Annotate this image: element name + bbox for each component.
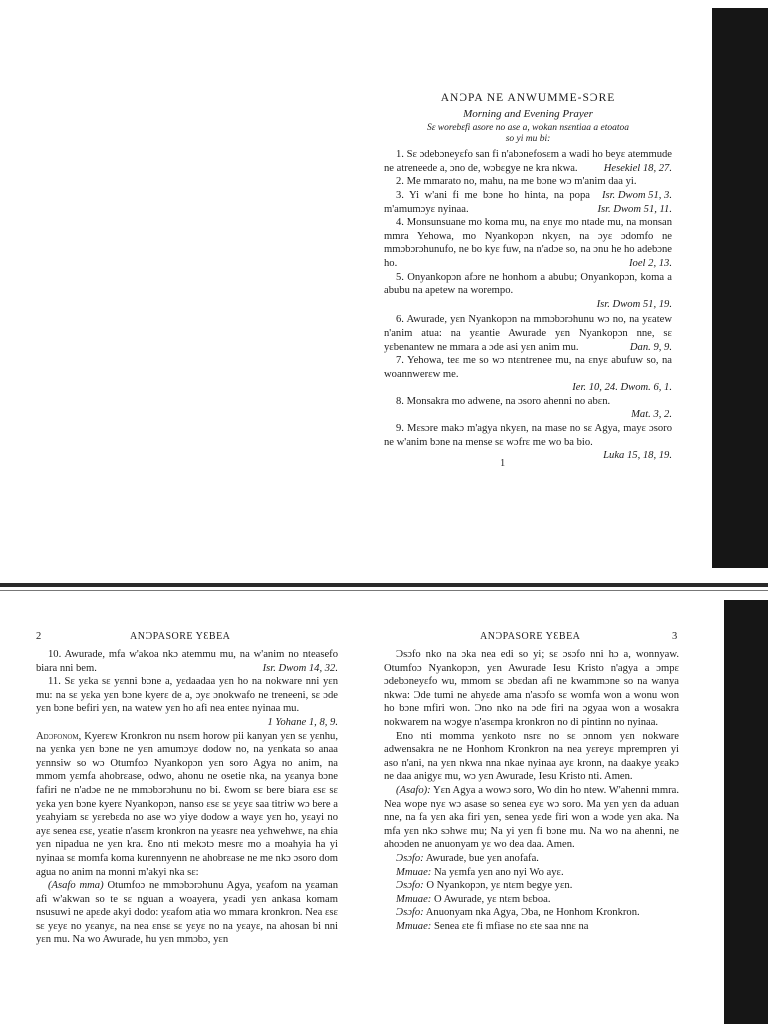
verse: 7. Yehowa, teɛ me so wɔ ntɛntrenee mu, na ɛnyɛ abufuw so, na woannwerɛw me. Ier. 10, 24. Dwom. 6, 1.	[384, 355, 672, 394]
running-head: ANƆPASORE YƐBEA	[130, 631, 231, 642]
response-line: Mmuae: Senea ɛte fi mfiase no ɛte saa nnɛ na	[396, 920, 589, 932]
scan-edge-top-right	[712, 8, 768, 568]
running-head: ANƆPASORE YƐBEA	[480, 631, 581, 642]
page-divider	[0, 583, 768, 587]
verse: 3. Yi w'ani fi me bɔne ho hinta, na popa m'amumɔyɛ nyinaa. Isr. Dwom 51, 11.	[384, 189, 672, 215]
verse: 10. Awurade, mfa w'akoa nkɔ atemmu mu, na w'anim no nteasefo biara nni bem. Isr. Dwom 14, 32.	[36, 649, 338, 674]
verse: 6. Awurade, yɛn Nyankopɔn na mmɔbɔrɔhunu wɔ no, na yɛatew n'anim atua: na yɛantie Awurade yɛn Nyankopɔn nne, sɛ yɛbenantew ne mmara a ɔde asi yɛn anim mu. Dan. 9, 9.	[384, 314, 672, 353]
response-line: Ɔsɔfo: Anuonyam nka Agya, Ɔba, ne Honhom Kronkron.	[396, 907, 640, 919]
response-line: Ɔsɔfo: O Nyankopɔn, yɛ ntɛm begye yɛn.	[396, 880, 573, 892]
verse: 8. Monsakra mo adwene, na ɔsoro ahenni no abɛn. Mat. 3, 2.	[396, 395, 672, 421]
page-title: ANƆPA NE ANWUMME-SƆRE	[440, 92, 616, 104]
page-two	[36, 648, 338, 1024]
page-number: 1	[500, 458, 506, 470]
response-line: Ɔsɔfo: Awurade, bue yɛn anofafa.	[396, 852, 539, 864]
page-one	[384, 92, 672, 471]
verse: 4. Monsunsuane mo koma mu, na ɛnyɛ mo ntade mu, na monsan mmra Yehowa, mo Nyankopɔn nkyɛn, na ɔyɛ ɔdomfo ne mmɔbɔrɔhunufo, ne bo kyɛ fuw, na n'adɔe so, na ɔnu he ho adebɔne ho. Ioel 2, 13.	[384, 217, 672, 269]
absolution-prayer: Eno nti momma yɛnkoto nsrɛ no sɛ ɔnnom yɛn nokware adwensakra ne ne Honhom Kronkron na nea yɛreyɛ mprempren yi aso n'ani, na yɛn nkwa nna nkae nyinaa ayɛ kronn, na daakye yɛakɔ ne daa anigyɛ mu, wɔ yɛn Awurade, Iesu Kristo nti. Amen.	[384, 730, 679, 783]
page-number: 3	[672, 631, 678, 642]
intro-line-2: so yi mu bi:	[505, 134, 551, 145]
page-number: 2	[36, 631, 42, 642]
verse: 1. Sɛ ɔdebɔneyɛfo san fi n'abɔnefosɛm a wadi ho beyɛ atemmude ne atreneede a, ɔno de, wɔbɛgye ne kra nkwa. Hesekiel 18, 27.	[384, 149, 672, 174]
response-line: Mmuae: Na yɛmfa yɛn ano nyi Wo ayɛ.	[396, 866, 564, 878]
verse: 5. Onyankopɔn afɔre ne honhom a abubu; Onyankopɔn, koma a abubu na apetew na worempo. Isr. Dwom 51, 19.	[384, 271, 672, 310]
lords-prayer: (Asafo): Yɛn Agya a wowɔ soro, Wo din ho ntew. W'ahenni mmra. Nea wope nyɛ wɔ asase so senea ɛyɛ wɔ soro. Ma yɛn yɛn da aduan nne, na fa yɛn aka firi yɛn, senea yɛde firi won a wɔde yɛn aka. Na mfa yɛn nkɔ sɔhwɛ mu; Na yi yɛn fi bɔne mu. Na wo na ahenni, ne ahoɔden ne anuonyam yɛ wo dea daa. Amen.	[384, 784, 679, 851]
scan-edge-bottom-right	[724, 600, 768, 1024]
exhortation: Adɔfonom, Kyerɛw Kronkron nu nsɛm horow pii kanyan yɛn sɛ yɛnhu, na yɛnka yɛn bɔne ne yɛn amumɔyɛ dodow no, na yɛnkata so anaa yɛnnsiw so wɔ Otumfoɔ Nyankopɔn yɛn soro Agya no anim, na mmom yɛmfa ahobrɛase, odwo, ahonu ne osetie nka, na yɛanya bɔne fafiri ne n'adɔe ne ne mmɔbɔrɔhunu no bi. Ɛwom sɛ bere biara ɛsɛ sɛ yɛka yɛn bɔne kyerɛ Nyankopɔn, nanso ɛsɛ sɛ yɛyɛ saa titriw wɔ bere a yɛahyiam sɛ yɛrebɛda no ase wɔ yiye dodow a wayɛ yɛn ho, yɛayi no ayɛ senea ɛsɛ, yɛatie n'asɛm kronkron na yɛasrɛ nea yɛhwehwɛ, na ɛhia yɛn nipadua ne yɛn kra. Ɛno nti mekɔtɔ mesrɛ mo a moahyia ha yi nyinaa sɛ momfa koma kurennyenn ne ahobrɛase ne me nkɔ ɔsoro dom agua no anim na monni m'akyi nka sɛ:	[36, 730, 338, 878]
verse: 2. Me mmarato no, mahu, na me bɔne wɔ m'anim daa yi. Isr. Dwom 51, 3.	[396, 176, 672, 201]
verse: 9. Mɛsɔre makɔ m'agya nkyɛn, na mase no sɛ Agya, mayɛ ɔsoro ne w'anim bɔne na mense sɛ wɔfrɛ me wo ba bio. Luka 15, 18, 19.	[384, 423, 672, 462]
page-subtitle: Morning and Evening Prayer	[463, 107, 593, 120]
absolution: Ɔsɔfo nko na ɔka nea edi so yi; sɛ ɔsɔfo nni hɔ a, wonnyaw. Otumfoɔ Nyankopɔn, yɛn Awurade Iesu Kristo n'agya a ɔmpɛ ɔdebɔneyɛfo wu, mmom sɛ ɔbɛdan afi ne kwammɔne so na wanya nkwa: Ɔde tumi ne ahyɛde ama n'asɔfo sɛ womfa won a wonu won ho bɔne mfiri won. Ɔno nko na ɔde firi na ɔgyaa won a wosakra nokwarem na wɔgye n'asɛmpa kronkron no di pintinn no nyinaa.	[384, 649, 679, 728]
confession: (Asafo mma) Otumfoɔ ne mmɔbɔrɔhunu Agya, yɛafom na yɛaman afi w'akwan so te sɛ nguan a woayera, yɛadi yɛn ankasa komam nsusuwi ne apɛde akyi dodo: yɛafom atia wo mmara kronkron. Nea ɛsɛ sɛ yɛyɛ no yɛanyɛ, na nea ɛnsɛ sɛ yɛyɛ no na yɛayɛ, na ahosan bi nni yɛn mu. Na wo Awurade, hu yɛn mmɔbɔ, yɛn	[36, 880, 338, 946]
intro-line-1: Sɛ worebɛfi asore no ase a, wokan nsɛntiaa a etoatoa	[426, 123, 630, 134]
verse: 11. Sɛ yɛka sɛ yɛnni bɔne a, yɛdaadaa yɛn ho na nokware nni yɛn mu: na sɛ yɛka yɛn bɔne kyerɛ de a, ɔyɛ ɔnokwafo ne treneeni, sɛ ɔde yɛn bɔne befiri yɛn, na watew yɛn ho afi nea enteɛ nyinaa mu. 1 Yohane 1, 8, 9.	[36, 676, 338, 728]
page-three	[384, 648, 679, 1024]
response-line: Mmuae: O Awurade, yɛ ntɛm bɛboa.	[396, 893, 551, 905]
page-divider-thin	[0, 590, 768, 591]
